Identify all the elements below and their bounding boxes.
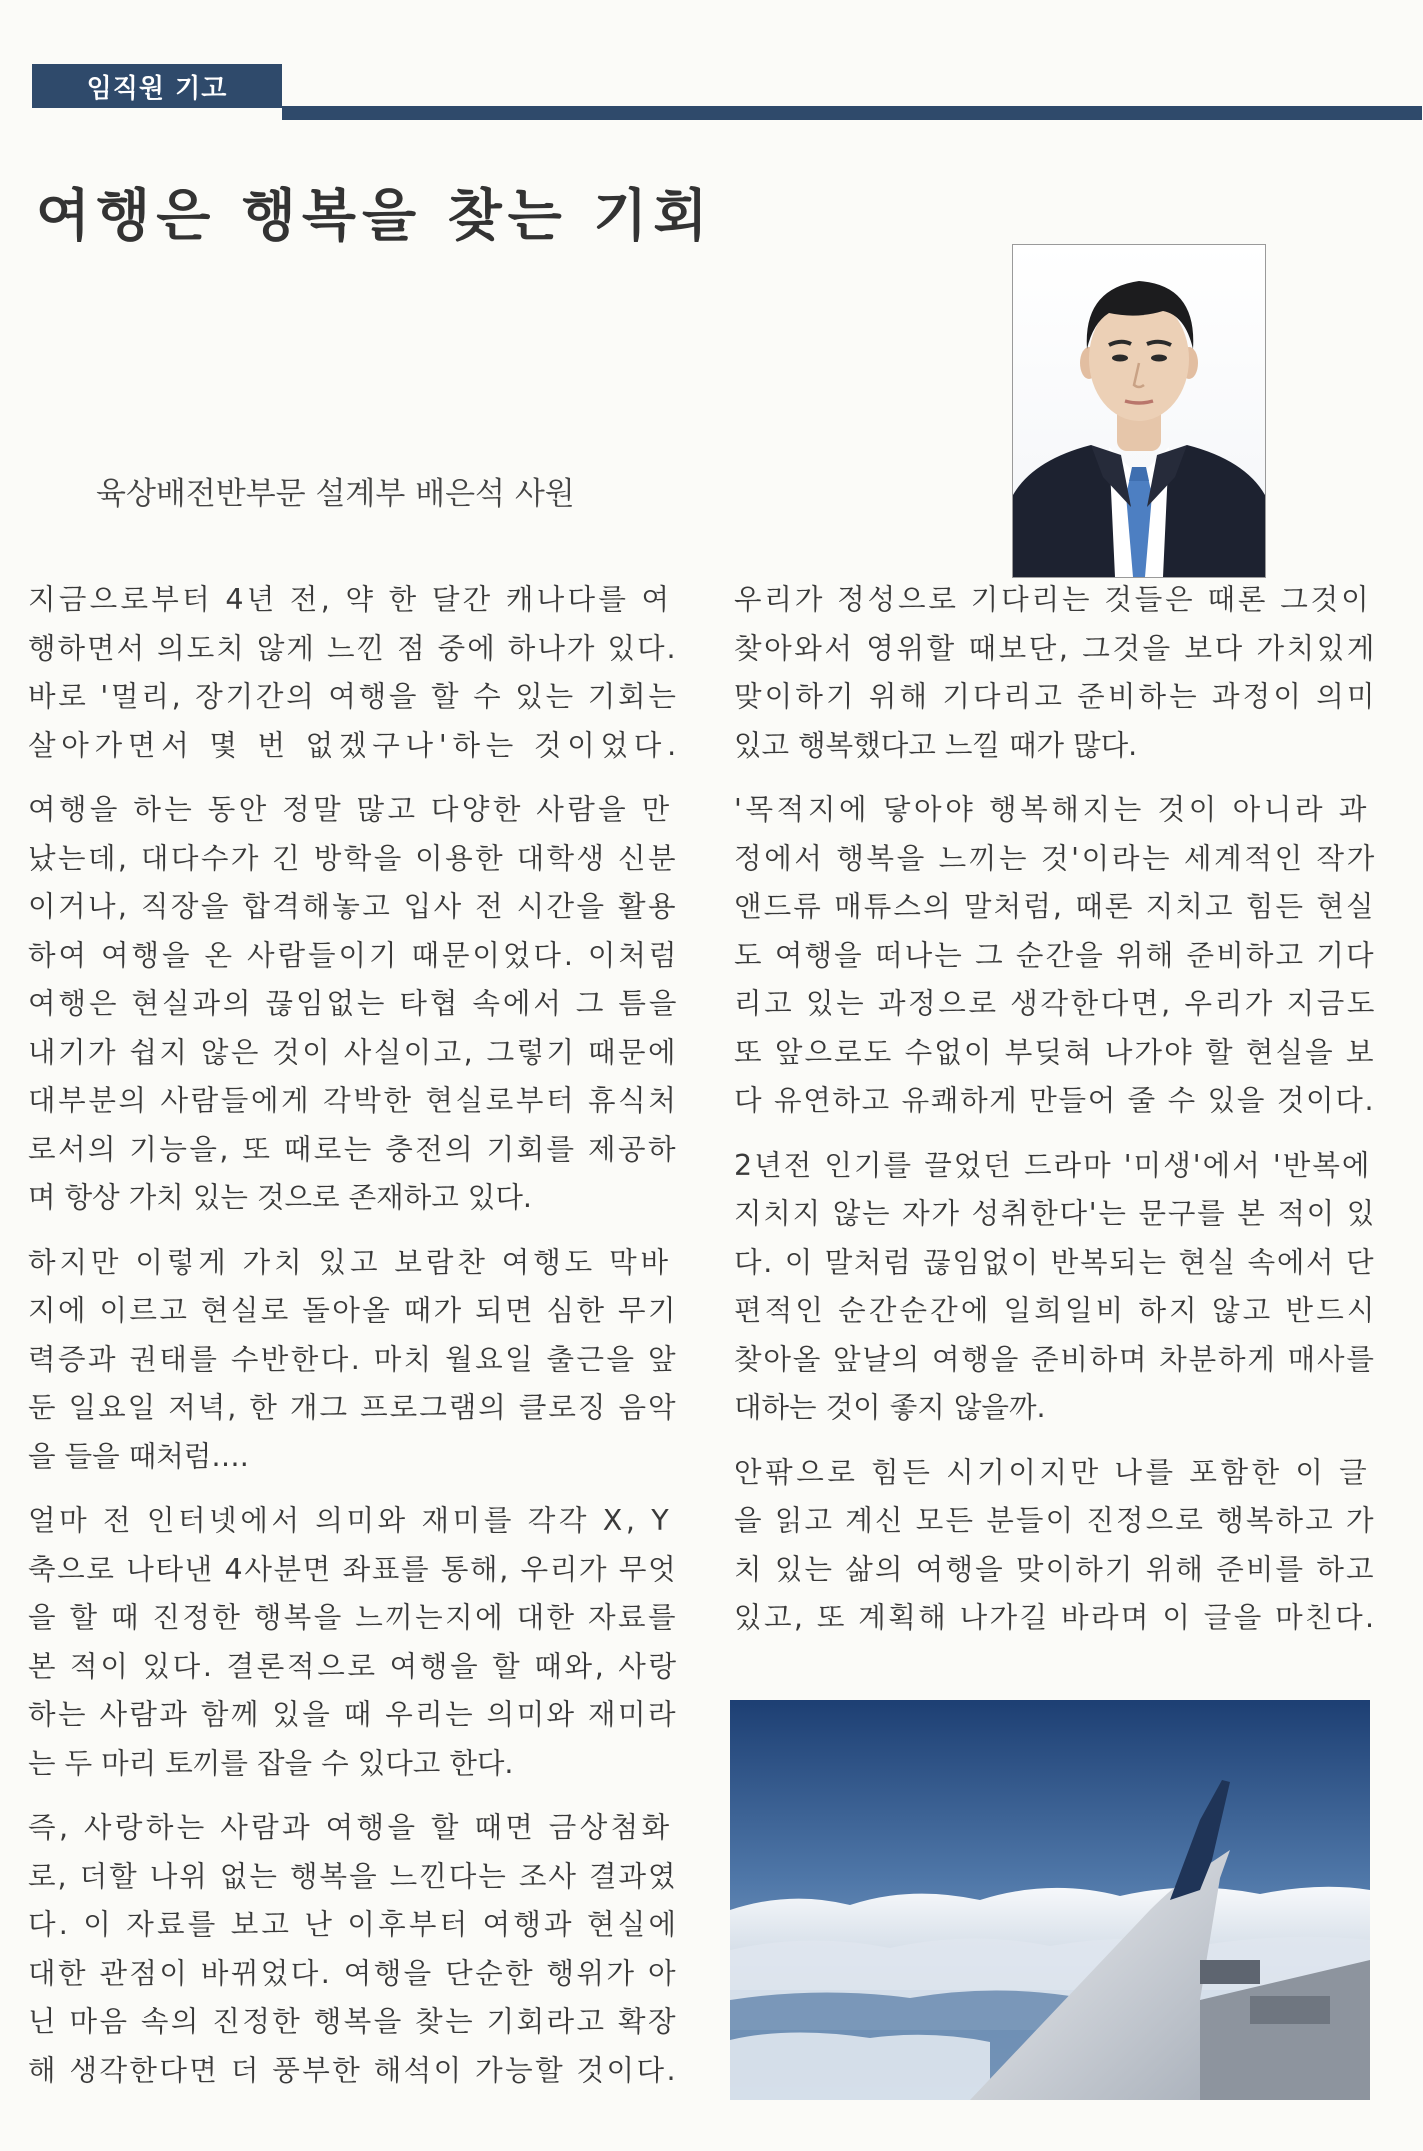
paragraph-line: 하지만 이렇게 가치 있고 보람찬 여행도 막바 bbox=[28, 1245, 672, 1279]
author-portrait-image bbox=[1013, 245, 1265, 577]
paragraph-line: 지에 이르고 현실로 돌아올 때가 되면 심한 무기 bbox=[28, 1294, 678, 1327]
section-tag: 임직원 기고 bbox=[32, 64, 282, 108]
paragraph-line: 났는데, 대다수가 긴 방학을 이용한 대학생 신분 bbox=[28, 841, 678, 875]
paragraph-line: 바로 '멀리, 장기간의 여행을 할 수 있는 기회는 bbox=[28, 680, 679, 713]
airplane-wing-image bbox=[730, 1700, 1370, 2100]
paragraph-line: 며 항상 가치 있는 것으로 존재하고 있다. bbox=[28, 1181, 532, 1214]
author-photo bbox=[1012, 244, 1266, 578]
paragraph-line: 편적인 순간순간에 일희일비 하지 않고 반드시 bbox=[734, 1294, 1378, 1327]
paragraph-line: 하여 여행을 온 사람들이기 때문이었다. 이처럼 bbox=[28, 938, 680, 972]
article-paragraph bbox=[734, 786, 1378, 1126]
paragraph-line: 여행은 현실과의 끊임없는 타협 속에서 그 틈을 bbox=[28, 987, 680, 1020]
paragraph-line: 해 생각한다면 더 풍부한 해석이 가능할 것이다. bbox=[28, 2053, 678, 2087]
article-paragraph bbox=[28, 1497, 679, 1788]
paragraph-line: 지금으로부터 4년 전, 약 한 달간 캐나다를 여 bbox=[28, 583, 673, 616]
paragraph-line: 는 두 마리 토끼를 잡을 수 있다고 한다. bbox=[28, 1746, 514, 1780]
paragraph-line: 대하는 것이 좋지 않을까. bbox=[734, 1391, 1046, 1424]
article-paragraph bbox=[734, 576, 1378, 770]
paragraph-line: 로서의 기능을, 또 때로는 충전의 기회를 제공하 bbox=[28, 1132, 678, 1166]
article-column-left bbox=[28, 576, 682, 2111]
paragraph-line: 대부분의 사람들에게 각박한 현실로부터 휴식처 bbox=[28, 1084, 679, 1117]
paragraph-line: 행하면서 의도치 않게 느낀 점 중에 하나가 있다. bbox=[28, 631, 678, 665]
paragraph-line: 을 들을 때처럼…. bbox=[28, 1439, 249, 1473]
paragraph-line: 대한 관점이 바뀌었다. 여행을 단순한 행위가 아 bbox=[28, 1956, 678, 1990]
paragraph-line: 찾아와서 영위할 때보단, 그것을 보다 가치있게 bbox=[734, 631, 1378, 665]
article-paragraph bbox=[28, 1239, 676, 1482]
paragraph-line: 본 적이 있다. 결론적으로 여행을 할 때와, 사랑 bbox=[28, 1649, 679, 1683]
paragraph-line: 둔 일요일 저녁, 한 개그 프로그램의 클로징 음악 bbox=[28, 1391, 678, 1424]
paragraph-line: 로, 더할 나위 없는 행복을 느낀다는 조사 결과였 bbox=[28, 1859, 678, 1893]
author-byline: 육상배전반부문 설계부 배은석 사원 bbox=[96, 476, 575, 512]
paragraph-line: 치 있는 삶의 여행을 맞이하기 위해 준비를 하고 bbox=[734, 1552, 1376, 1586]
paragraph-line: 다 유연하고 유쾌하게 만들어 줄 수 있을 것이다. bbox=[734, 1084, 1376, 1117]
paragraph-line: 을 읽고 계신 모든 분들이 진정으로 행복하고 가 bbox=[734, 1504, 1376, 1537]
paragraph-line: 이거나, 직장을 합격해놓고 입사 전 시간을 활용 bbox=[28, 890, 678, 923]
paragraph-line: 닌 마음 속의 진정한 행복을 찾는 기회라고 확장 bbox=[28, 2005, 678, 2038]
paragraph-line: 앤드류 매튜스의 말처럼, 때론 지치고 힘든 현실 bbox=[734, 890, 1376, 923]
article-paragraph bbox=[734, 1449, 1377, 1643]
article-column-right bbox=[734, 576, 1378, 1659]
paragraph-line: 여행을 하는 동안 정말 많고 다양한 사람을 만 bbox=[28, 793, 673, 826]
paragraph-line: 다. 이 말처럼 끊임없이 반복되는 현실 속에서 단 bbox=[734, 1245, 1376, 1279]
paragraph-line: 안팎으로 힘든 시기이지만 나를 포함한 이 글 bbox=[734, 1455, 1371, 1489]
paragraph-line: 축으로 나타낸 4사분면 좌표를 통해, 우리가 무엇 bbox=[28, 1552, 678, 1586]
paragraph-line: 다. 이 자료를 보고 난 이후부터 여행과 현실에 bbox=[28, 1908, 680, 1941]
paragraph-line: 리고 있는 과정으로 생각한다면, 우리가 지금도 bbox=[734, 987, 1378, 1020]
article-paragraph bbox=[28, 1804, 680, 2095]
article-paragraph bbox=[734, 1142, 1378, 1433]
paragraph-line: 내기가 쉽지 않은 것이 사실이고, 그렇기 때문에 bbox=[28, 1035, 678, 1069]
paragraph-line: 있고 행복했다고 느낄 때가 많다. bbox=[734, 728, 1138, 762]
paragraph-line: 찾아올 앞날의 여행을 준비하며 차분하게 매사를 bbox=[734, 1342, 1376, 1376]
article-paragraph bbox=[28, 576, 682, 770]
paragraph-line: 있고, 또 계획해 나가길 바라며 이 글을 마친다. bbox=[734, 1601, 1377, 1634]
paragraph-line: 또 앞으로도 수없이 부딪혀 나가야 할 현실을 보 bbox=[734, 1035, 1376, 1069]
paragraph-line: 우리가 정성으로 기다리는 것들은 때론 그것이 bbox=[734, 583, 1372, 616]
paragraph-line: 지치지 않는 자가 성취한다'는 문구를 본 적이 있 bbox=[734, 1197, 1377, 1230]
paragraph-line: 살아가면서 몇 번 없겠구나'하는 것이었다. bbox=[28, 728, 682, 762]
paragraph-line: 을 할 때 진정한 행복을 느끼는지에 대한 자료를 bbox=[28, 1601, 678, 1634]
paragraph-line: 력증과 권태를 수반한다. 마치 월요일 출근을 앞 bbox=[28, 1342, 678, 1376]
paragraph-line: 2년전 인기를 끌었던 드라마 '미생'에서 '반복에 bbox=[734, 1148, 1372, 1182]
wing-photo bbox=[730, 1700, 1370, 2100]
article-paragraph bbox=[28, 786, 680, 1223]
paragraph-line: 정에서 행복을 느끼는 것'이라는 세계적인 작가 bbox=[734, 841, 1377, 875]
paragraph-line: 하는 사람과 함께 있을 때 우리는 의미와 재미라 bbox=[28, 1698, 678, 1731]
paragraph-line: '목적지에 닿아야 행복해지는 것이 아니라 과 bbox=[734, 793, 1371, 826]
paragraph-line: 도 여행을 떠나는 그 순간을 위해 준비하고 기다 bbox=[734, 938, 1376, 972]
header-rule bbox=[282, 106, 1422, 120]
paragraph-line: 맞이하기 위해 기다리고 준비하는 과정이 의미 bbox=[734, 680, 1378, 713]
paragraph-line: 얼마 전 인터넷에서 의미와 재미를 각각 X, Y bbox=[28, 1504, 673, 1537]
page-title: 여행은 행복을 찾는 기회 bbox=[36, 184, 714, 249]
paragraph-line: 즉, 사랑하는 사람과 여행을 할 때면 금상첨화 bbox=[28, 1811, 673, 1844]
